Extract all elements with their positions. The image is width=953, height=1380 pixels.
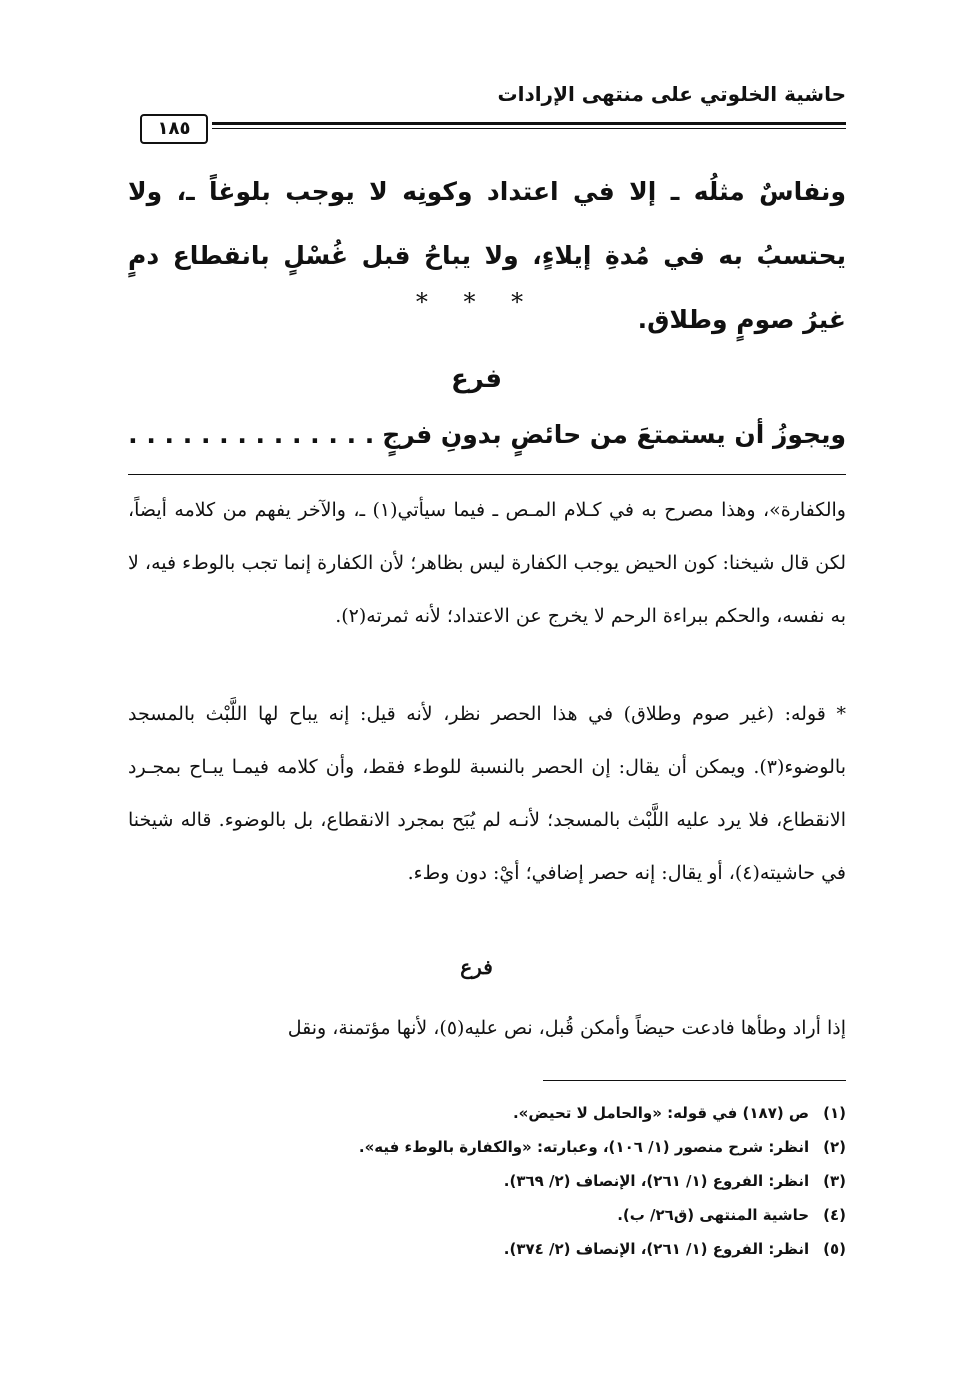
footnote-number: (٣) — [823, 1172, 846, 1190]
quote-dots: . . . . . . . . . . . . . . — [128, 420, 375, 449]
footnote-number: (١) — [823, 1104, 846, 1122]
footnote — [128, 1096, 846, 1130]
footnote-text: انظر: شرح منصور (١/ ١٠٦)، وعبارته: «والكفارة بالوطء فيه». — [358, 1138, 810, 1156]
footnote-number: (٥) — [823, 1240, 846, 1258]
commentary-paragraph: والكفارة»، وهذا مصرح به في كـلام المـص ـ فيما سيأتي(١) ـ، والآخر يفهم من كلامه أيضاً، لكن قال شيخنا: كون الحيض يوجب الكفارة ليس بظاهر؛ لأن الكفارة إنما تجب بالوطء فيه، لا به نفسه، والحكم ببراءة الرحم لا يخرج عن الاعتداد؛ لأنه ثمرته(٢). — [128, 499, 846, 627]
footnotes — [128, 1096, 846, 1266]
section-rule — [128, 474, 846, 475]
commentary-paragraph: * قوله: (غير صوم وطلاق) في هذا الحصر نظر، لأنه قيل: إنه يباح لها اللَّبْث بالمسجد بالوضوء(٣). ويمكن أن يقال: إن الحصر بالنسبة للوطء فقط، وأن كلامه فيمـا يبـاح بمجـرد الانقطاع، فلا يرد عليه اللَّبْث بالمسجد؛ لأنـه لم يُبَح بمجرد الانقطاع، بل بالوضوء. قاله شيخنا في حاشيته(٤)، أو يقال: إنه حصر إضافي؛ أيْ: دون وطء. — [128, 703, 846, 884]
footnote — [128, 1232, 846, 1266]
subsection-title: فرع — [460, 955, 493, 979]
footnote-text: انظر: الفروع (١/ ٢٦١)، الإنصاف (٢/ ٣٦٩). — [503, 1172, 810, 1190]
quoted-text-line — [128, 420, 846, 449]
header-rule — [212, 122, 846, 125]
footnote-text: انظر: الفروع (١/ ٢٦١)، الإنصاف (٢/ ٣٧٤). — [503, 1240, 810, 1258]
footnote — [128, 1164, 846, 1198]
running-title: حاشية الخلوتي على منتهى الإرادات — [497, 82, 846, 106]
page-number: ١٨٥ — [140, 114, 208, 144]
footnote-text: ص (١٨٧) في قوله: «والحامل لا تحيض». — [512, 1104, 810, 1122]
header-rule-thin — [212, 128, 846, 129]
footnote-number: (٤) — [823, 1206, 846, 1224]
quoted-text: ويجوزُ أن يستمتعَ من حائضٍ بدونِ فرجٍ — [382, 420, 846, 449]
section-title: فرع — [451, 364, 502, 394]
footnote-number: (٢) — [823, 1138, 846, 1156]
section-separator: * * * — [415, 288, 538, 316]
footnote — [128, 1130, 846, 1164]
main-text: ونفاسٌ مثلُه ـ إلا في اعتداد وكونِه لا يوجب بلوغاً ـ، ولا يحتسبُ به في مُدةِ إيلاءٍ، ولا يباحُ قبل غُسْلٍ بانقطاع دمٍ غيرُ صومٍ وطلاق. — [128, 177, 846, 334]
footnote — [128, 1198, 846, 1232]
page-header — [130, 78, 846, 138]
footnote-rule — [543, 1080, 846, 1081]
commentary-paragraph: إذا أراد وطأها فادعت حيضاً وأمكن قُبل، نص عليه(٥)، لأنها مؤتمنة، ونقل — [287, 1017, 846, 1039]
footnote-text: حاشية المنتهى (ق٢٦/ ب). — [617, 1206, 810, 1224]
